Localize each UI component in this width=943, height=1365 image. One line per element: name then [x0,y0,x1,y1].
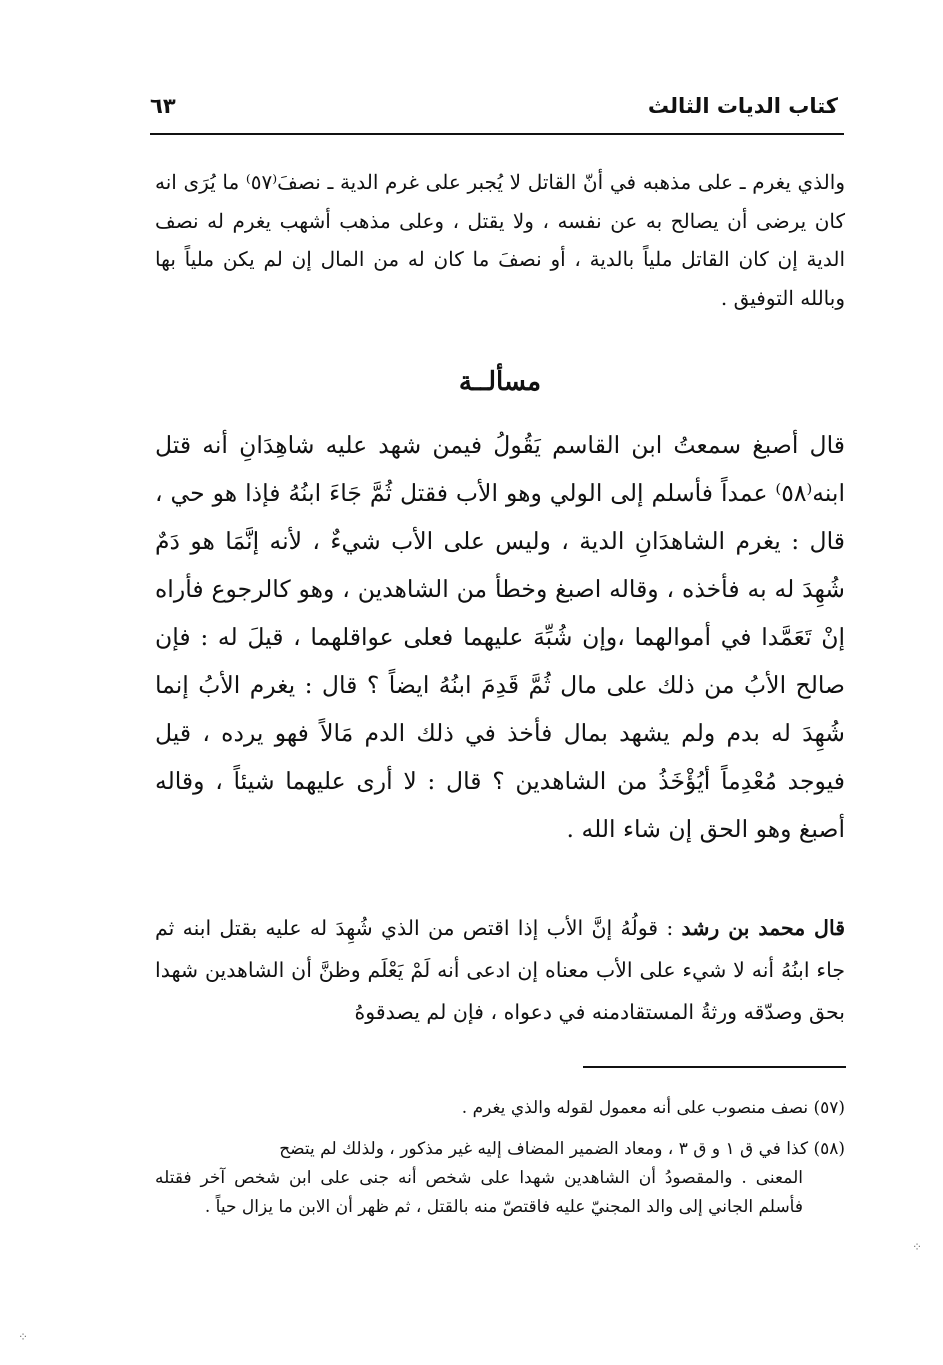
footnote-58 [155,1135,845,1222]
footnote-continuation: المعنى . والمقصودُ أن الشاهدين شهدا على شخص أنه جنى على ابن شخص آخر فقتله فأسلم الجاني إلى والد المجنيّ عليه فاقتصّ منه بالقتل ، ثم ظهر أن الابن ما يزال حياً . [155,1168,803,1217]
footnote-57 [155,1094,845,1123]
header-divider [150,133,844,135]
scan-speck: ⁘ [18,1330,29,1344]
footnote-label: (٥٧) [813,1098,845,1118]
footnote-text: كذا في ق ١ و ق ٣ ، ومعاد الضمير المضاف إليه غير مذكور ، ولذلك لم يتضح [279,1139,814,1159]
footnote-label: (٥٨) [813,1139,845,1159]
commentary-text: : قولُهُ إنَّ الأب إذا اقتص من الذي شُهِدَ له عليه بقتل ابنه ثم جاء ابنُهُ أنه لا شيء على الأب معناه إن ادعى أنه لَمْ يَعْلَم وظنَّ أن الشاهدين شهدا بحق وصدّقه ورثةُ المستقادمنه في دعواه ، فإن لم يصدقوهُ [155,916,845,1024]
footnote-divider [583,1066,846,1068]
running-header-title: كتاب الديات الثالث [647,94,838,118]
paragraph-question: قال أصبغ سمعتُ ابن القاسم يَقُولُ فيمن شهد عليه شاهِدَانِ أنه قتل ابنه⁽٥٨⁾ عمداً فأسلم إلى الولي وهو الأب فقتل ثُمَّ جَاءَ ابنُهُ فإذا هو حي ، قال : يغرم الشاهدَانِ الدية ، وليس على الأب شيءٌ ، لأنه إنَّمَا هو دَمٌ شُهِدَ له به فأخذه ، وقاله اصبغ وخطأ من الشاهدين ، وهو كالرجوع فأراه إنْ تَعَمَّدا في أموالهما ،وإن شُبِّهَ عليهما فعلى عواقلهما ، قيلَ له : فإن صالح الأبُ من ذلك على مال ثُمَّ قَدِمَ ابنُهُ ايضاً ؟ قال : يغرم الأبُ إنما شُهِدَ له بدم ولم يشهد بمال فأخذ في ذلك الدم مَالاً فهو يرده ، قيل فيوجد مُعْدِماً أيُؤْخَذُ من الشاهدين ؟ قال : لا أرى عليهما شيئاً ، وقاله أصبغ وهو الحق إن شاء الله . [155,431,845,843]
page-number: ٦٣ [150,94,176,118]
section-heading: مسألــة [458,367,542,397]
paragraph-commentary [155,907,845,1033]
scan-speck: ⁘ [912,1240,923,1254]
commentary-author-lead: قال محمد بن رشد [681,916,845,940]
footnote-text: نصف منصوب على أنه معمول لقوله والذي يغرم . [461,1098,814,1118]
paragraph-continuation: والذي يغرم ـ على مذهبه في أنّ القاتل لا يُجبر على غرم الدية ـ نصفَ⁽٥٧⁾ ما يُرَى انه كان يرضى أن يصالح به عن نفسه ، ولا يقتل ، وعلى مذهب أشهب يغرم له نصف الدية إن كان القاتل ملياً بالدية ، أو نصفَ ما كان له من المال إن لم يكن ملياً بها وبالله التوفيق . [155,170,845,310]
